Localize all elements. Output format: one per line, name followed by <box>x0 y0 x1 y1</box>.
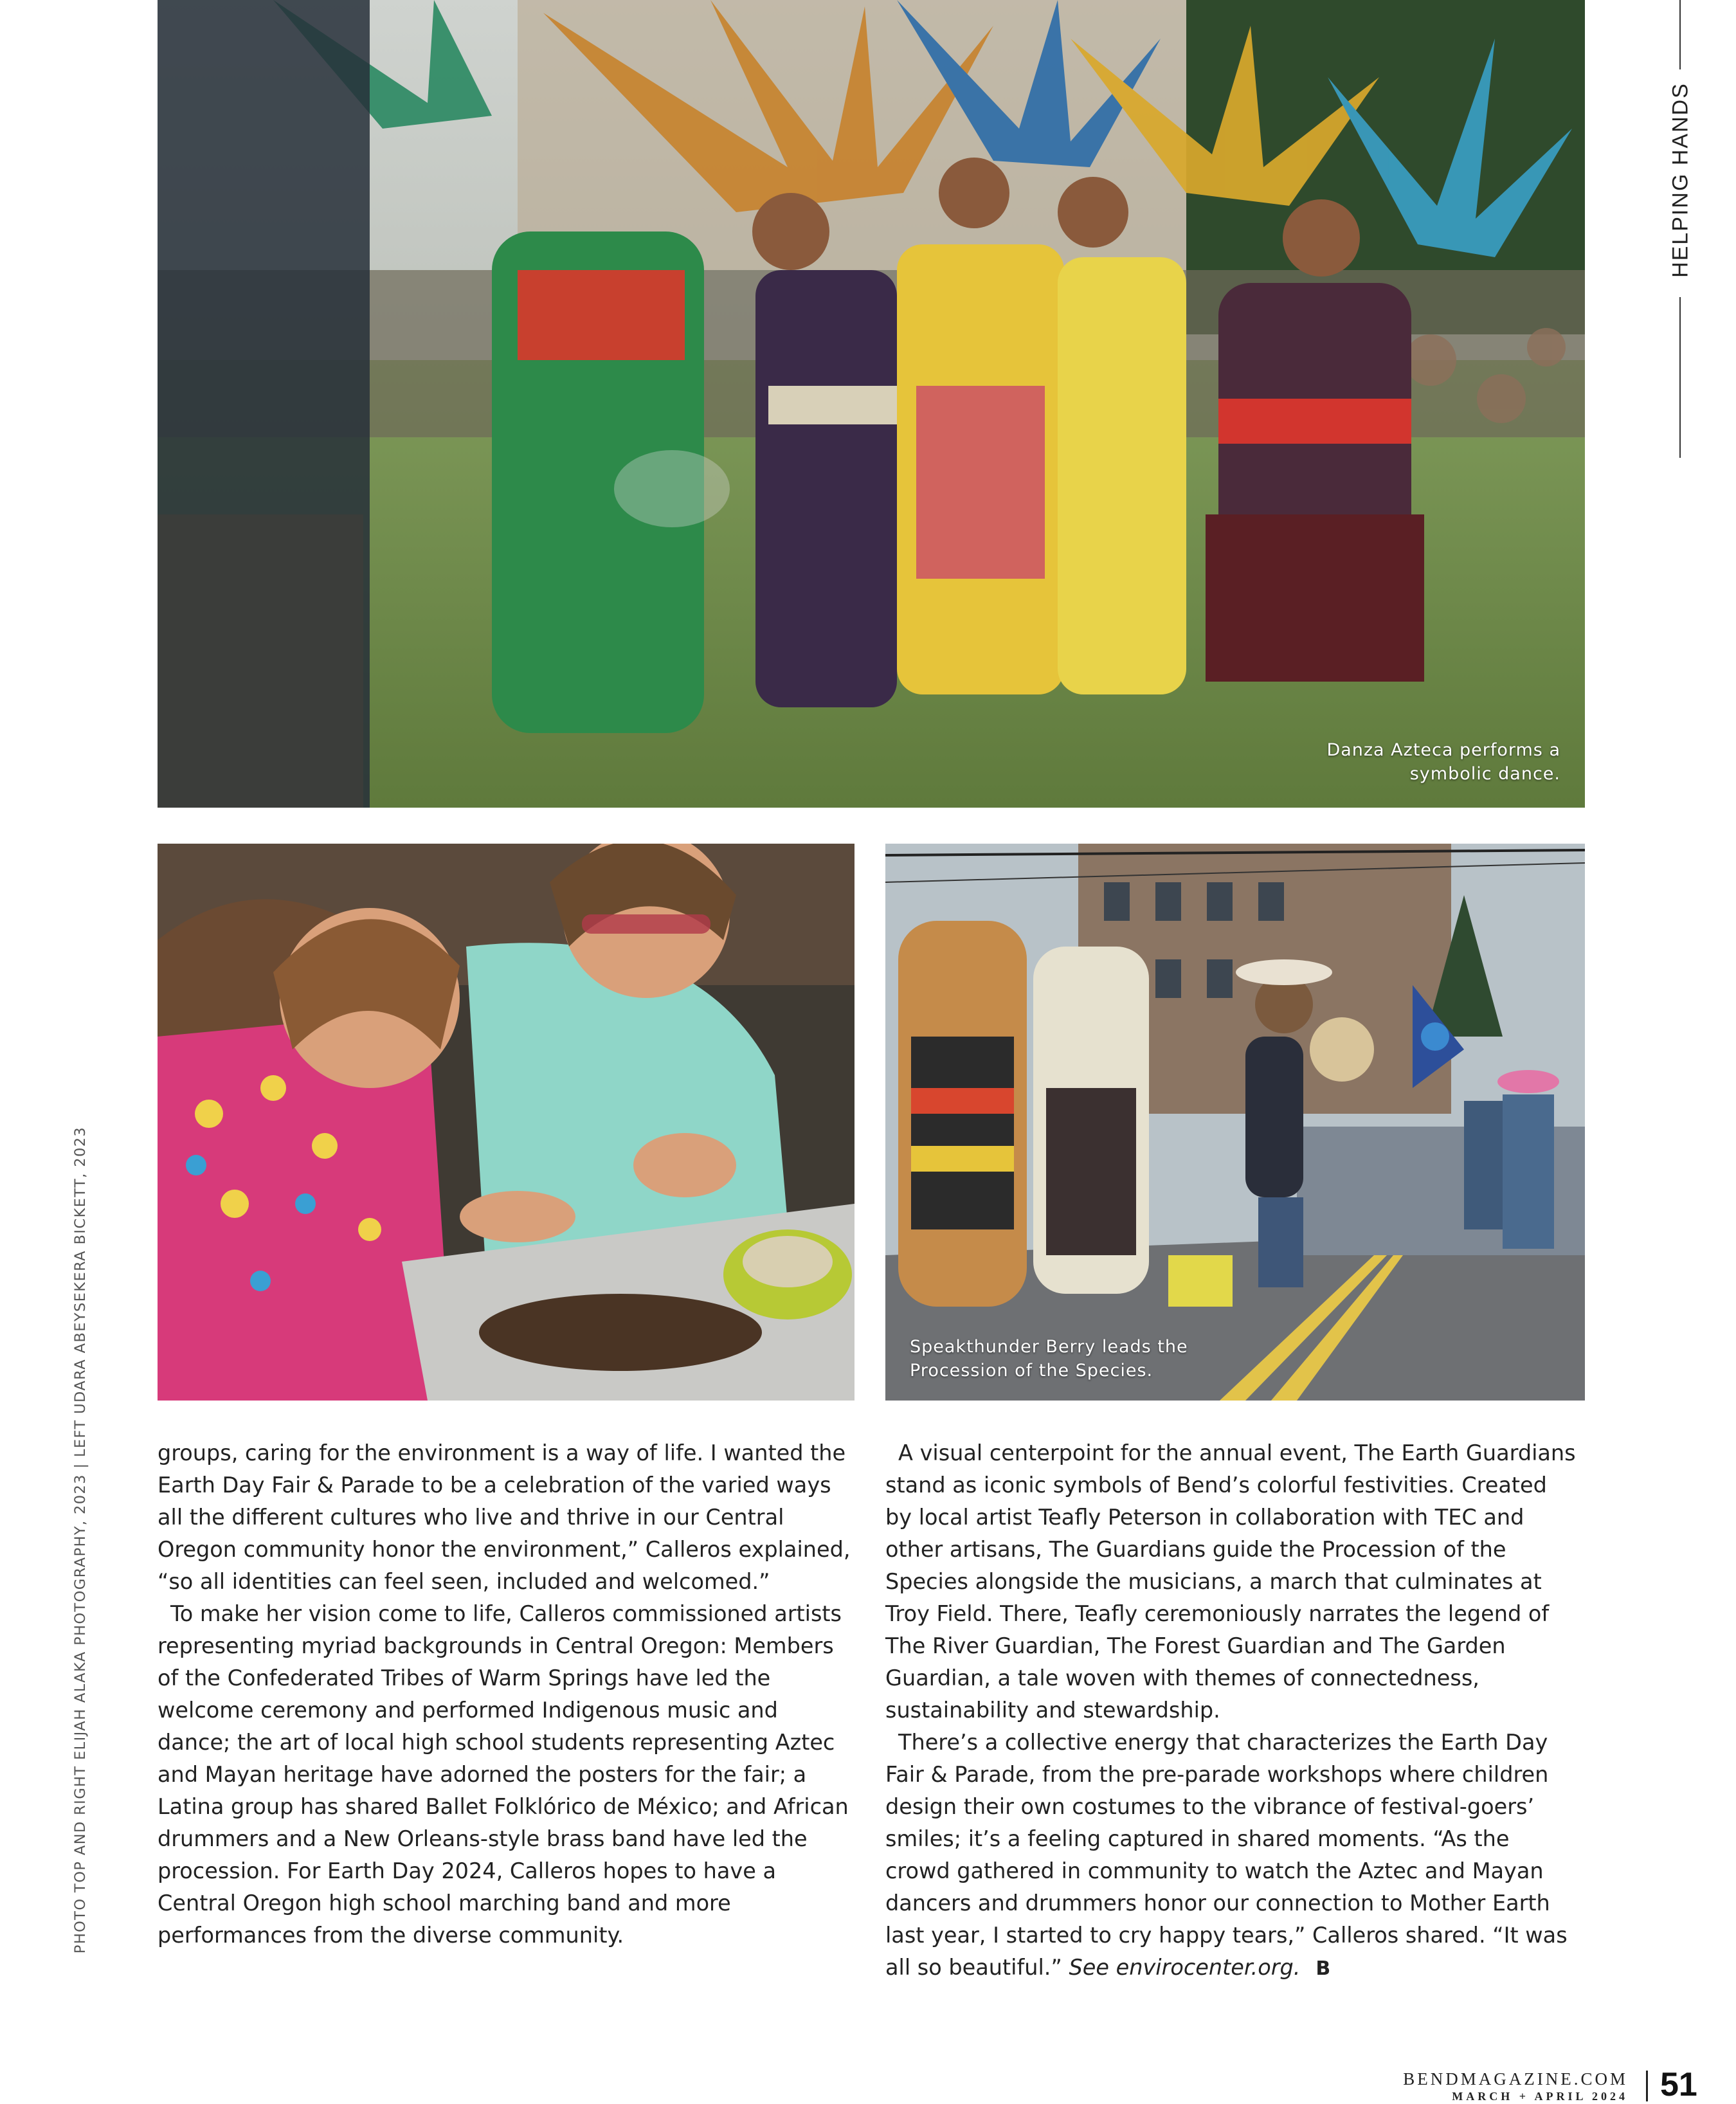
photo-credit: PHOTO TOP AND RIGHT ELIJAH ALAKA PHOTOGRAPHY, 2023 | LEFT UDARA ABEYSEKERA BICKETT, 2023 <box>72 1126 89 1954</box>
footer-issue-date: MARCH + APRIL 2024 <box>1452 2090 1628 2103</box>
page-number: 51 <box>1660 2066 1697 2103</box>
procession-photo <box>885 844 1585 1401</box>
top-photo <box>158 0 1585 808</box>
left-column <box>158 1437 852 1952</box>
footer-divider <box>1646 2071 1648 2101</box>
children-crafting-photo <box>158 844 854 1401</box>
bottom-right-photo-caption: Speakthunder Berry leads the Procession of the Species. <box>910 1337 1188 1381</box>
right-column <box>885 1437 1580 1985</box>
section-rule-bottom <box>1679 297 1681 458</box>
left-paragraph-1: groups, caring for the environment is a way of life. I wanted the Earth Day Fair & Parade to be a celebration of the varied ways all the different cultures who live and thrive in our Central Oregon community honor the environment,” Calleros explained, “so all identities can feel seen, included and welcomed.” <box>158 1440 851 1594</box>
footer-site: BENDMAGAZINE.COM <box>1403 2069 1628 2089</box>
right-paragraph-2 <box>885 1727 1580 1985</box>
bottom-left-photo <box>158 844 854 1401</box>
right-paragraph-1: A visual centerpoint for the annual event, The Earth Guardians stand as iconic symbols of Bend’s colorful festivities. Created by local artist Teafly Peterson in collaboration with TEC and other artisans, The Guardians guide the Procession of the Species alongside the musicians, a march that culminates at Troy Field. There, Teafly ceremoniously narrates the legend of The River Guardian, The Forest Guardian and The Garden Guardian, a tale woven with themes of connectedness, sustainability and stewardship. <box>885 1440 1576 1723</box>
envirocenter-link[interactable]: See envirocenter.org. <box>1069 1955 1301 1980</box>
section-label-bar <box>1669 0 1691 463</box>
section-rule-top <box>1679 0 1681 69</box>
bottom-right-photo <box>885 844 1585 1401</box>
right-paragraph-2-text: There’s a collective energy that characterizes the Earth Day Fair & Parade, from the pre-parade workshops where children design their own costumes to the vibrance of festival-goers’ smiles; it’s a feeling captured in shared moments. “As the crowd gathered in community to watch the Aztec and Mayan dancers and drummers honor our connection to Mother Earth last year, I started to cry happy tears,” Calleros shared. “It was all so beautiful.” <box>885 1730 1568 1980</box>
section-label: HELPING HANDS <box>1668 82 1693 278</box>
left-paragraph-2: To make her vision come to life, Calleros commissioned artists representing myriad backgrounds in Central Oregon: Members of the Confederated Tribes of Warm Springs have led the welcome ceremony and performed Indigenous music and dance; the art of local high school students representing Aztec and Mayan heritage have adorned the posters for the fair; a Latina group has shared Ballet Folklórico de México; and African drummers and a New Orleans-style brass band have led the procession. For Earth Day 2024, Calleros hopes to have a Central Oregon high school marching band and more performances from the diverse community. <box>158 1601 849 1948</box>
end-mark-logo: B <box>1316 1957 1329 1980</box>
top-photo-caption: Danza Azteca performs a symbolic dance. <box>1326 740 1560 784</box>
danza-azteca-photo <box>158 0 1585 808</box>
